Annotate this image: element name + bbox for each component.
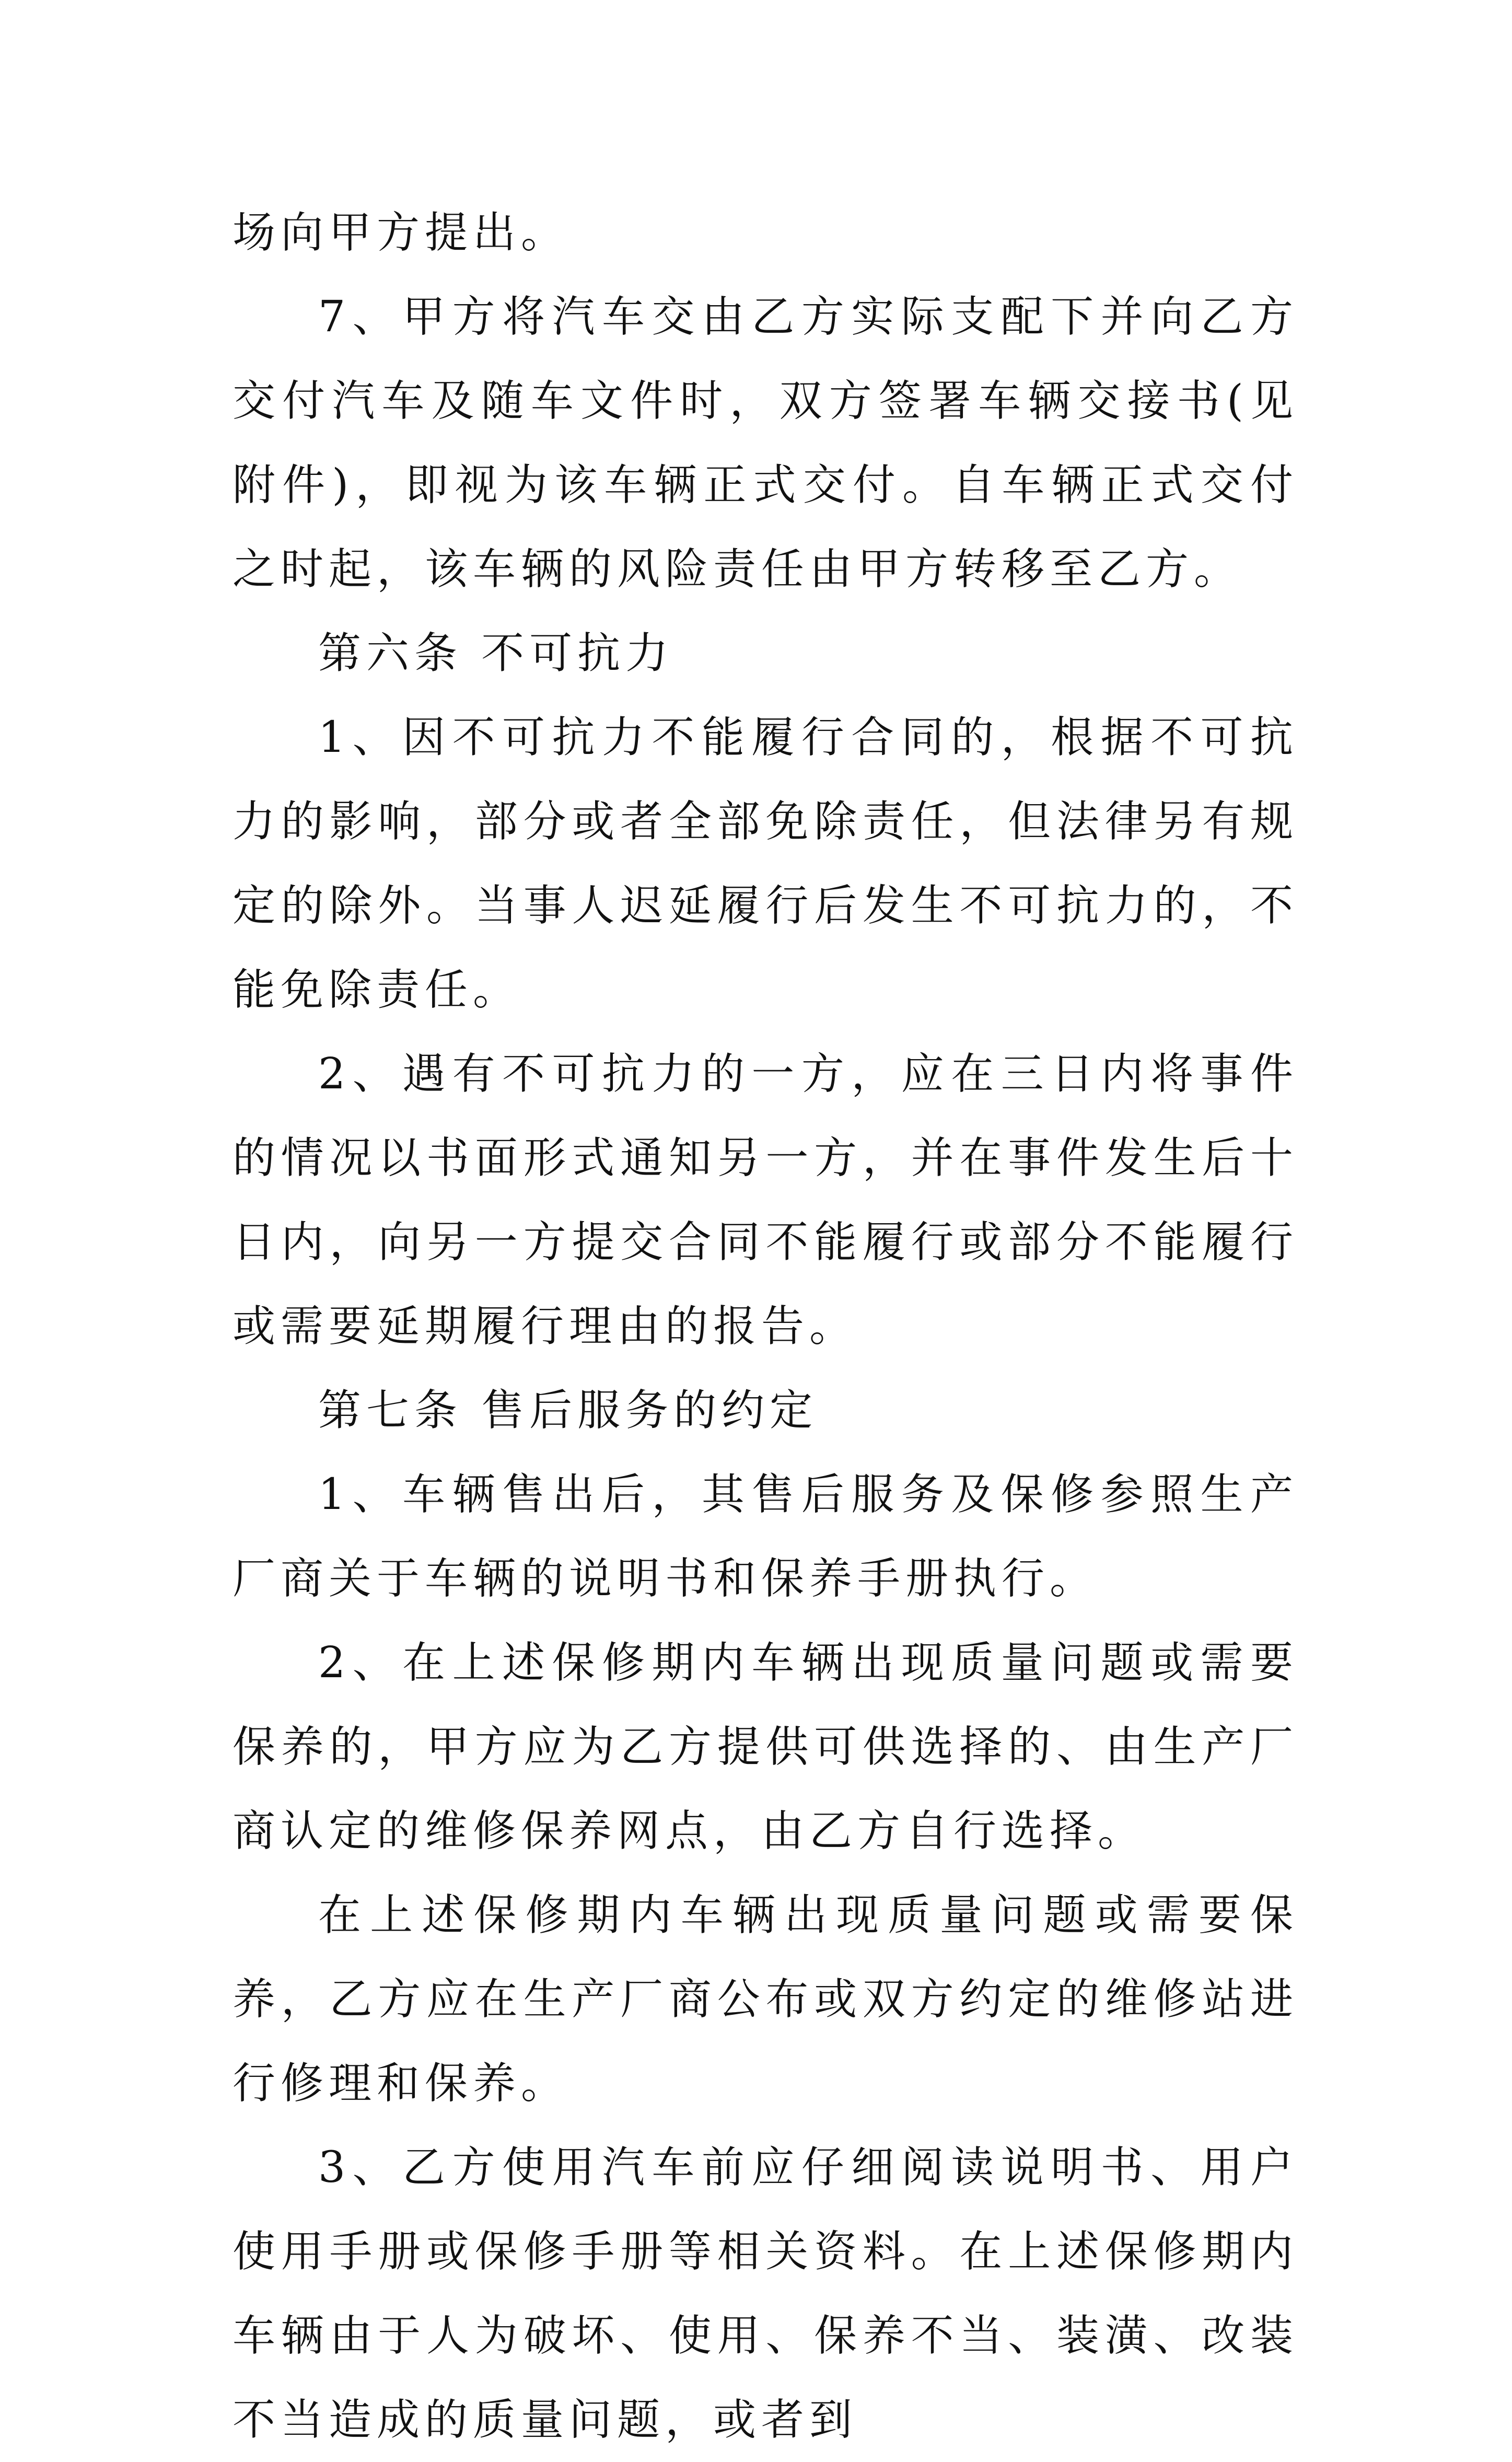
paragraph-clause-5-7: 7、甲方将汽车交由乙方实际支配下并向乙方交付汽车及随车文件时，双方签署车辆交接书(见附件)，即视为该车辆正式交付。自车辆正式交付之时起，该车辆的风险责任由甲方转移至乙方。 — [232, 292, 1298, 594]
article-6-heading: 第六条 不可抗力 — [318, 629, 674, 678]
paragraph-clause-7-3: 3、乙方使用汽车前应仔细阅读说明书、用户使用手册或保修手册等相关资料。在上述保修期内车辆由于人为破坏、使用、保养不当、装潢、改装不当造成的质量问题，或者到 — [232, 2143, 1298, 2445]
article-7-heading: 第七条 售后服务的约定 — [318, 1386, 818, 1435]
paragraph-clause-7-2-continued: 在上述保修期内车辆出现质量问题或需要保养，乙方应在生产厂商公布或双方约定的维修站进行修理和保养。 — [232, 1890, 1298, 2108]
paragraph-clause-6-1: 1、因不可抗力不能履行合同的，根据不可抗力的影响，部分或者全部免除责任，但法律另有规定的除外。当事人迟延履行后发生不可抗力的，不能免除责任。 — [232, 713, 1298, 1015]
paragraph-clause-7-2: 2、在上述保修期内车辆出现质量问题或需要保养的，甲方应为乙方提供可供选择的、由生产厂商认定的维修保养网点，由乙方自行选择。 — [232, 1638, 1298, 1856]
paragraph-continuation: 场向甲方提出。 — [232, 208, 569, 258]
document-body — [232, 191, 1298, 2462]
paragraph-clause-6-2: 2、遇有不可抗力的一方，应在三日内将事件的情况以书面形式通知另一方，并在事件发生后十日内，向另一方提交合同不能履行或部分不能履行或需要延期履行理由的报告。 — [232, 1049, 1298, 1351]
paragraph-clause-7-1: 1、车辆售出后，其售后服务及保修参照生产厂商关于车辆的说明书和保养手册执行。 — [232, 1470, 1298, 1604]
